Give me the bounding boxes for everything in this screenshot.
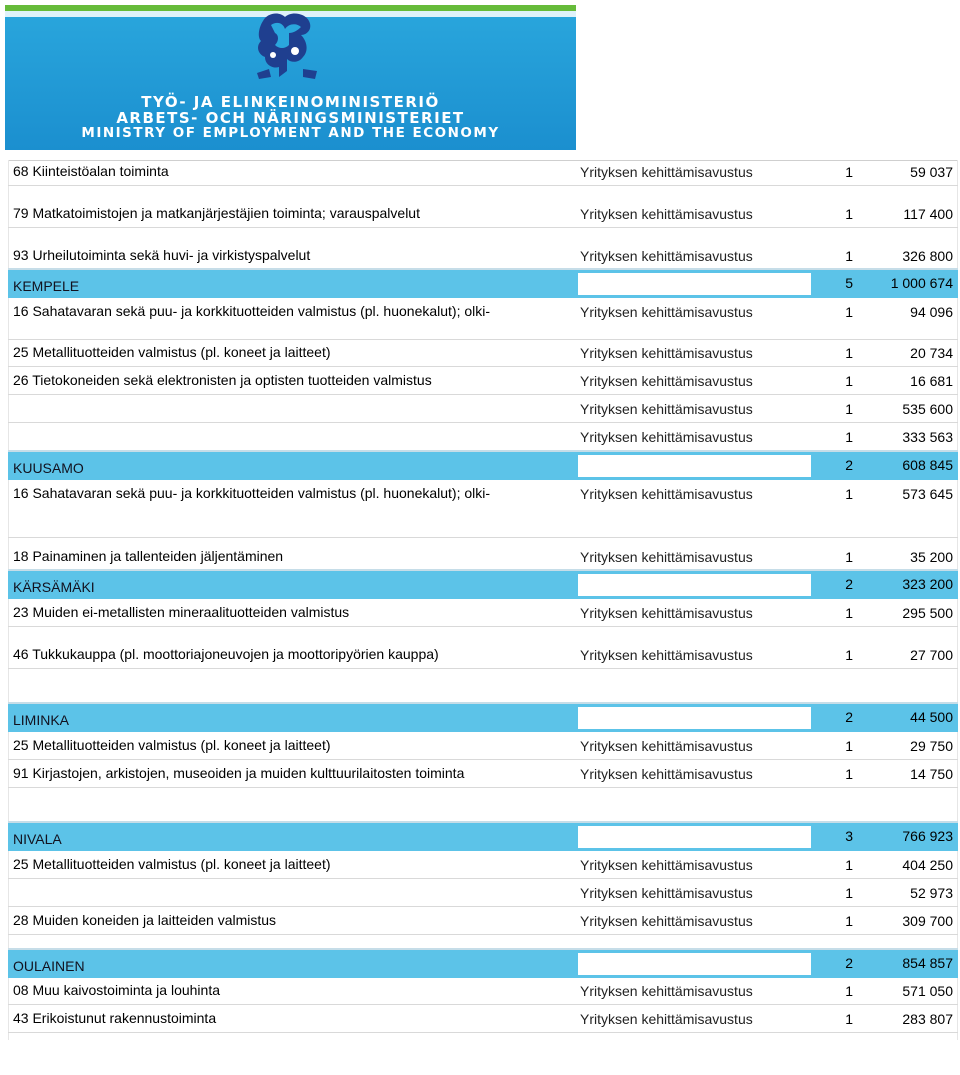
table-row bbox=[8, 302, 958, 336]
ministry-name-sv: ARBETS- OCH NÄRINGSMINISTERIET bbox=[116, 109, 465, 127]
grant-count: 1 bbox=[845, 549, 853, 565]
table-row bbox=[8, 764, 958, 784]
industry-label: 16 Sahatavaran sekä puu- ja korkkituotteiden valmistus (pl. huonekalut); olki- bbox=[13, 485, 491, 501]
grant-amount: 44 500 bbox=[910, 709, 953, 725]
industry-label: 93 Urheilutoiminta sekä huvi- ja virkistyspalvelut bbox=[13, 247, 311, 263]
row-divider bbox=[8, 759, 958, 760]
row-divider bbox=[8, 422, 958, 423]
industry-label: 46 Tukkukauppa (pl. moottoriajoneuvojen ja moottoripyörien kauppa) bbox=[13, 646, 439, 662]
grant-count: 1 bbox=[845, 913, 853, 929]
grant-amount: 573 645 bbox=[902, 486, 953, 502]
grant-count: 1 bbox=[845, 345, 853, 361]
industry-label: 25 Metallituotteiden valmistus (pl. koneet ja laitteet) bbox=[13, 737, 331, 753]
ministry-banner bbox=[5, 5, 576, 150]
row-divider bbox=[8, 394, 958, 395]
grant-amount: 16 681 bbox=[910, 373, 953, 389]
grant-amount: 29 750 bbox=[910, 738, 953, 754]
grant-count: 2 bbox=[845, 576, 853, 592]
grant-type: Yrityksen kehittämisavustus bbox=[580, 549, 753, 565]
municipality-name: NIVALA bbox=[13, 831, 62, 847]
municipality-row bbox=[8, 569, 958, 599]
industry-label: 68 Kiinteistöalan toiminta bbox=[13, 163, 169, 179]
grant-type: Yrityksen kehittämisavustus bbox=[580, 373, 753, 389]
grant-count: 1 bbox=[845, 429, 853, 445]
municipality-row bbox=[8, 821, 958, 851]
grant-count: 1 bbox=[845, 401, 853, 417]
grant-type: Yrityksen kehittämisavustus bbox=[580, 605, 753, 621]
municipality-name: OULAINEN bbox=[13, 958, 85, 974]
table-row bbox=[8, 484, 958, 534]
grant-type: Yrityksen kehittämisavustus bbox=[580, 248, 753, 264]
grant-amount: 309 700 bbox=[902, 913, 953, 929]
grant-count: 2 bbox=[845, 709, 853, 725]
table-row bbox=[8, 162, 958, 182]
table-row bbox=[8, 343, 958, 363]
grant-count: 1 bbox=[845, 1011, 853, 1027]
table-row bbox=[8, 204, 958, 224]
grant-count: 2 bbox=[845, 955, 853, 971]
grant-amount: 571 050 bbox=[902, 983, 953, 999]
row-divider bbox=[8, 339, 958, 340]
industry-label: 08 Muu kaivostoiminta ja louhinta bbox=[13, 982, 221, 998]
grant-amount: 404 250 bbox=[902, 857, 953, 873]
grant-count: 1 bbox=[845, 248, 853, 264]
row-divider bbox=[8, 787, 958, 788]
grant-count: 1 bbox=[845, 857, 853, 873]
grant-count: 1 bbox=[845, 486, 853, 502]
municipality-row bbox=[8, 268, 958, 298]
grant-type: Yrityksen kehittämisavustus bbox=[580, 486, 753, 502]
municipality-row bbox=[8, 948, 958, 978]
grant-type: Yrityksen kehittämisavustus bbox=[580, 401, 753, 417]
grant-count: 1 bbox=[845, 164, 853, 180]
municipality-name: KÄRSÄMÄKI bbox=[13, 579, 95, 595]
industry-label: 18 Painaminen ja tallenteiden jäljentäminen bbox=[13, 548, 284, 564]
table-row bbox=[8, 981, 958, 1001]
grant-amount: 1 000 674 bbox=[890, 275, 953, 291]
grant-amount: 27 700 bbox=[910, 647, 953, 663]
municipality-name: KUUSAMO bbox=[13, 460, 84, 476]
grant-amount: 608 845 bbox=[902, 457, 953, 473]
industry-label: 25 Metallituotteiden valmistus (pl. koneet ja laitteet) bbox=[13, 856, 331, 872]
grant-count: 1 bbox=[845, 605, 853, 621]
grant-type: Yrityksen kehittämisavustus bbox=[580, 164, 753, 180]
grant-type: Yrityksen kehittämisavustus bbox=[580, 857, 753, 873]
table-row bbox=[8, 645, 958, 665]
grant-type: Yrityksen kehittämisavustus bbox=[580, 429, 753, 445]
ministry-name-fi: TYÖ- JA ELINKEINOMINISTERIÖ bbox=[141, 93, 440, 111]
ministry-name-en: MINISTRY OF EMPLOYMENT AND THE ECONOMY bbox=[81, 125, 500, 141]
industry-label: 25 Metallituotteiden valmistus (pl. koneet ja laitteet) bbox=[13, 344, 331, 360]
row-divider bbox=[8, 878, 958, 879]
grant-count: 1 bbox=[845, 304, 853, 320]
row-divider bbox=[8, 934, 958, 935]
row-divider bbox=[8, 668, 958, 669]
table-row bbox=[8, 911, 958, 931]
municipality-row bbox=[8, 702, 958, 732]
grant-amount: 535 600 bbox=[902, 401, 953, 417]
row-divider bbox=[8, 626, 958, 627]
grant-amount: 323 200 bbox=[902, 576, 953, 592]
grant-amount: 20 734 bbox=[910, 345, 953, 361]
grant-type: Yrityksen kehittämisavustus bbox=[580, 647, 753, 663]
industry-label: 16 Sahatavaran sekä puu- ja korkkituotteiden valmistus (pl. huonekalut); olki- bbox=[13, 303, 491, 319]
grant-type: Yrityksen kehittämisavustus bbox=[580, 766, 753, 782]
grant-type: Yrityksen kehittämisavustus bbox=[580, 1011, 753, 1027]
grant-type: Yrityksen kehittämisavustus bbox=[580, 913, 753, 929]
row-divider bbox=[8, 537, 958, 538]
industry-label: 91 Kirjastojen, arkistojen, museoiden ja muiden kulttuurilaitosten toiminta bbox=[13, 765, 465, 781]
grant-count: 1 bbox=[845, 885, 853, 901]
grant-count: 1 bbox=[845, 983, 853, 999]
grant-count: 5 bbox=[845, 275, 853, 291]
table-row bbox=[8, 883, 958, 903]
grant-amount: 52 973 bbox=[910, 885, 953, 901]
grant-amount: 35 200 bbox=[910, 549, 953, 565]
grant-amount: 14 750 bbox=[910, 766, 953, 782]
grant-count: 3 bbox=[845, 828, 853, 844]
row-divider bbox=[8, 1004, 958, 1005]
industry-label: 79 Matkatoimistojen ja matkanjärjestäjien toiminta; varauspalvelut bbox=[13, 205, 420, 221]
municipality-name: KEMPELE bbox=[13, 278, 80, 294]
table-row bbox=[8, 603, 958, 623]
table-row bbox=[8, 547, 958, 567]
table-row bbox=[8, 855, 958, 875]
table-row bbox=[8, 399, 958, 419]
grant-type: Yrityksen kehittämisavustus bbox=[580, 304, 753, 320]
industry-label: 26 Tietokoneiden sekä elektronisten ja optisten tuotteiden valmistus bbox=[13, 372, 432, 388]
grant-amount: 766 923 bbox=[902, 828, 953, 844]
industry-label: 23 Muiden ei-metallisten mineraalituotteiden valmistus bbox=[13, 604, 350, 620]
grant-amount: 94 096 bbox=[910, 304, 953, 320]
table-row bbox=[8, 371, 958, 391]
municipality-name: LIMINKA bbox=[13, 712, 70, 728]
grant-type: Yrityksen kehittämisavustus bbox=[580, 885, 753, 901]
grant-count: 1 bbox=[845, 647, 853, 663]
grant-amount: 295 500 bbox=[902, 605, 953, 621]
table-row bbox=[8, 246, 958, 266]
row-divider bbox=[8, 1032, 958, 1033]
industry-label: 43 Erikoistunut rakennustoiminta bbox=[13, 1010, 217, 1026]
row-divider bbox=[8, 185, 958, 186]
grant-count: 1 bbox=[845, 373, 853, 389]
grant-amount: 333 563 bbox=[902, 429, 953, 445]
grant-type: Yrityksen kehittämisavustus bbox=[580, 983, 753, 999]
grant-type: Yrityksen kehittämisavustus bbox=[580, 738, 753, 754]
grant-amount: 117 400 bbox=[903, 206, 953, 222]
grant-type: Yrityksen kehittämisavustus bbox=[580, 345, 753, 361]
grant-amount: 59 037 bbox=[910, 164, 953, 180]
industry-label: 28 Muiden koneiden ja laitteiden valmistus bbox=[13, 912, 277, 928]
lion-emblem-icon bbox=[249, 11, 325, 81]
grant-amount: 854 857 bbox=[902, 955, 953, 971]
table-row bbox=[8, 427, 958, 447]
grant-amount: 326 800 bbox=[902, 248, 953, 264]
grant-count: 1 bbox=[845, 766, 853, 782]
grant-count: 2 bbox=[845, 457, 853, 473]
table-row bbox=[8, 1009, 958, 1029]
table-row bbox=[8, 736, 958, 756]
grant-count: 1 bbox=[845, 738, 853, 754]
row-divider bbox=[8, 227, 958, 228]
grant-count: 1 bbox=[845, 206, 853, 222]
row-divider bbox=[8, 906, 958, 907]
grant-amount: 283 807 bbox=[902, 1011, 953, 1027]
row-divider bbox=[8, 366, 958, 367]
municipality-row bbox=[8, 450, 958, 480]
grant-type: Yrityksen kehittämisavustus bbox=[580, 206, 753, 222]
